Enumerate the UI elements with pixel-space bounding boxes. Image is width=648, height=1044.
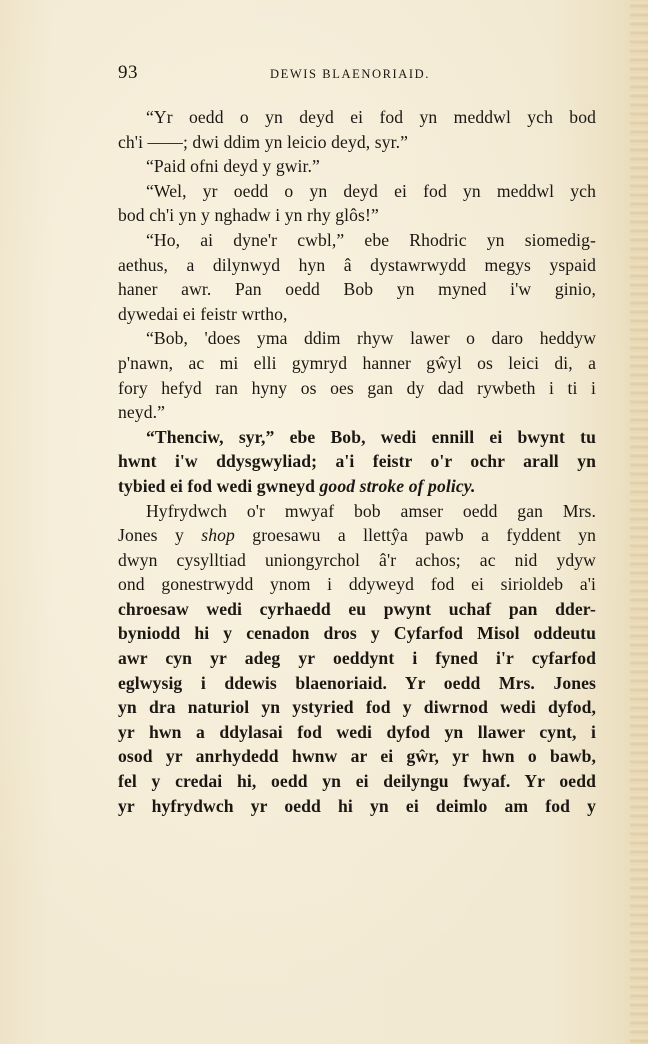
- text-line: Hyfrydwch o'r mwyaf bob amser oedd gan Mrs.: [146, 500, 596, 521]
- text-line: “Thenciw, syr,” ebe Bob, wedi ennill ei bwynt tu: [146, 426, 596, 447]
- text-line: bod ch'i yn y nghadw i yn rhy glôs!”: [118, 205, 379, 226]
- text-line: fory hefyd ran hyny os oes gan dy dad rywbeth i ti i: [118, 377, 596, 398]
- text-line: “Wel, yr oedd o yn deyd ei fod yn meddwl ych: [146, 180, 596, 201]
- italic-word: shop: [201, 525, 235, 546]
- text-line: p'nawn, ac mi elli gymryd hanner gŵyl os leici di, a: [118, 352, 596, 373]
- text-line: dwyn cysylltiad uniongyrchol â'r achos; ac nid ydyw: [118, 549, 596, 570]
- body-text: [118, 105, 596, 818]
- text-line: dywedai ei feistr wrtho,: [118, 303, 288, 324]
- text-line: ond gonestrwydd ynom i ddyweyd fod ei sirioldeb a'i: [118, 574, 596, 595]
- page-number: 93: [118, 62, 138, 83]
- text-line: yn dra naturiol yn ystyried fod y diwrnod wedi dyfod,: [118, 697, 596, 718]
- text-segment: Jones y: [118, 525, 184, 546]
- text-line: haner awr. Pan oedd Bob yn myned i'w ginio,: [118, 279, 596, 300]
- page-header: [118, 62, 596, 86]
- italic-phrase: good stroke of policy.: [319, 475, 476, 496]
- text-line: yr hwn a ddylasai fod wedi dyfod yn llawer cynt, i: [118, 721, 596, 742]
- text-line: osod yr anrhydedd hwnw ar ei gŵr, yr hwn o bawb,: [118, 746, 596, 767]
- text-line: “Ho, ai dyne'r cwbl,” ebe Rhodric yn siomedig-: [146, 229, 596, 250]
- text-segment: tybied ei fod wedi gwneyd: [118, 475, 316, 496]
- running-title: DEWIS BLAENORIAID.: [270, 67, 431, 81]
- text-line: [118, 474, 596, 499]
- text-line: ch'i ——; dwi ddim yn leicio deyd, syr.”: [118, 131, 408, 152]
- text-line: eglwysig i ddewis blaenoriaid. Yr oedd Mrs. Jones: [118, 672, 596, 693]
- text-line: neyd.”: [118, 402, 166, 423]
- text-line: yr hyfrydwch yr oedd hi yn ei deimlo am fod y: [118, 795, 596, 816]
- text-line: byniodd hi y cenadon dros y Cyfarfod Misol oddeutu: [118, 623, 596, 644]
- text-segment: groesawu a llettŷa pawb a fyddent yn: [252, 525, 597, 546]
- text-line: fel y credai hi, oedd yn ei deilyngu fwyaf. Yr oedd: [118, 771, 596, 792]
- text-line: awr cyn yr adeg yr oeddynt i fyned i'r cyfarfod: [118, 648, 596, 669]
- page-edge: [630, 0, 648, 1044]
- text-line: [118, 523, 596, 548]
- text-line: hwnt i'w ddysgwyliad; a'i feistr o'r ochr arall yn: [118, 451, 596, 472]
- text-line: chroesaw wedi cyrhaedd eu pwynt uchaf pan dder-: [118, 598, 596, 619]
- text-line: “Yr oedd o yn deyd ei fod yn meddwl ych bod: [146, 107, 596, 127]
- text-line: aethus, a dilynwyd hyn â dystawrwydd megys yspaid: [118, 254, 596, 275]
- text-line: “Bob, 'does yma ddim rhyw lawer o daro heddyw: [146, 328, 596, 349]
- text-line: “Paid ofni deyd y gwir.”: [146, 156, 320, 177]
